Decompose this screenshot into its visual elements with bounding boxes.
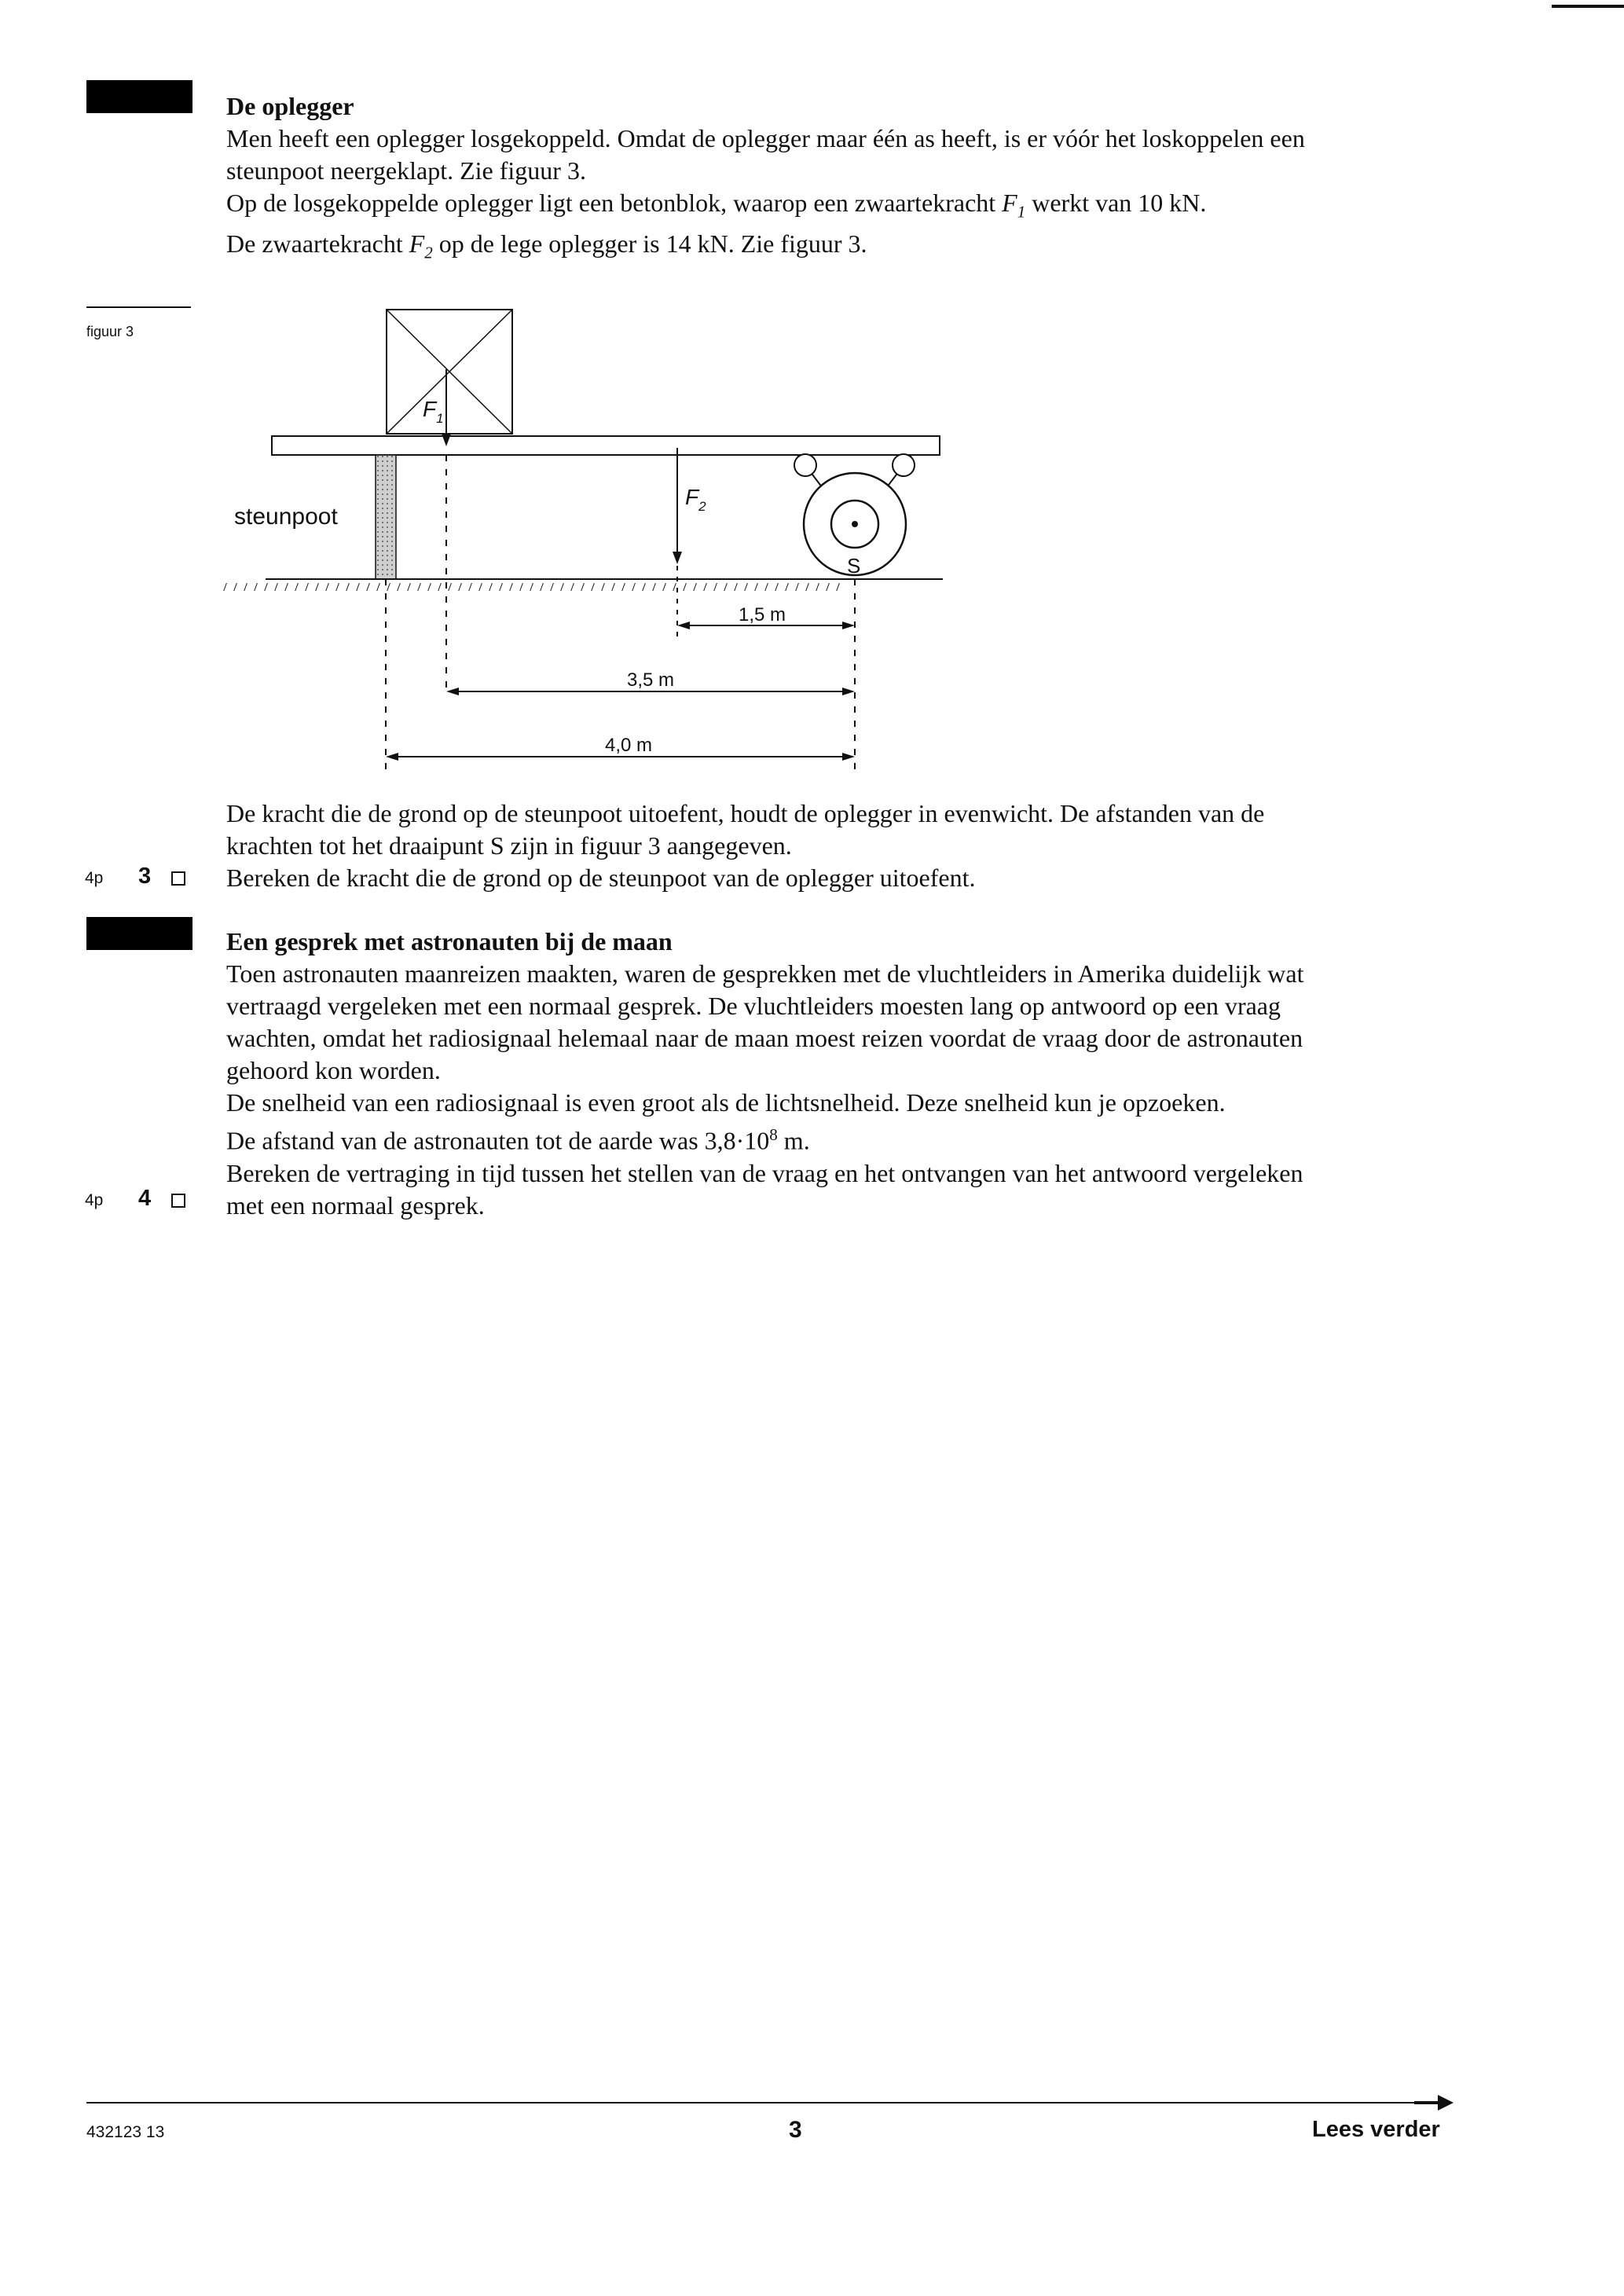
- figure-label-rule: [86, 306, 191, 308]
- support-leg-label: steunpoot: [234, 504, 338, 530]
- support-leg: [376, 455, 396, 579]
- force-f1-arrow: [423, 369, 451, 446]
- dimension-3-5m: [446, 669, 855, 695]
- svg-text:1,5 m: 1,5 m: [739, 604, 786, 625]
- section-marker-block: [86, 80, 192, 113]
- question-text: Bereken de kracht die de grond op de steunpoot van de oplegger uitoefent.: [226, 864, 976, 892]
- svg-text:F2: $F_2$: [685, 485, 706, 514]
- pivot-label: S: [847, 554, 861, 578]
- section-marker-block: [86, 917, 192, 950]
- footer-rule: [86, 2102, 1438, 2103]
- top-edge-rule: [1552, 5, 1624, 8]
- exam-code: 432123 13: [86, 2123, 165, 2141]
- concrete-block: [387, 310, 512, 434]
- question-points: 4p: [85, 1191, 104, 1209]
- question-text: Bereken de vertraging in tijd tussen het stellen van de vraag en het ontvangen van het antwoord vergeleken met een normaal gesprek.: [226, 1158, 1303, 1220]
- section-oplegger: [226, 90, 1342, 270]
- paragraph: De kracht die de grond op de steunpoot uitoefent, houdt de oplegger in evenwicht. De afstanden van de krachten tot het draaipunt S zijn in figuur 3 aangegeven.: [226, 799, 1265, 860]
- force-f2-arrow: [673, 448, 706, 564]
- answer-checkbox[interactable]: [171, 871, 185, 886]
- paragraph: De snelheid van een radiosignaal is even groot als de lichtsnelheid. Deze snelheid kun je opzoeken.: [226, 1088, 1226, 1117]
- section-astronauten: [226, 926, 1342, 1222]
- arrow-right-icon: [1414, 2093, 1454, 2112]
- dimension-1-5m: [677, 604, 855, 629]
- ground-line: [220, 579, 943, 587]
- paragraph: Op de losgekoppelde oplegger ligt een betonblok, waarop een zwaartekracht $F_1$ werkt van 10 kN.: [226, 189, 1207, 222]
- svg-text:4,0 m: 4,0 m: [605, 735, 653, 756]
- svg-text:F1: $F_1$: [423, 397, 444, 426]
- continue-label: Lees verder: [1312, 2117, 1440, 2142]
- paragraph: Toen astronauten maanreizen maakten, waren de gesprekken met de vluchtleiders in Amerika duidelijk wat vertraagd vergeleken met een normaal gesprek. De vluchtleiders moesten lang op antwoord op een vraag wachten, omdat het radiosignaal helemaal naar de maan moest reizen voordat de vraag door de astronauten gehoord kon worden.: [226, 959, 1304, 1084]
- question-number: 3: [138, 864, 152, 889]
- symbol-f1: $F_1$: [1002, 189, 1026, 222]
- section-oplegger-continued: [226, 798, 1342, 894]
- answer-checkbox[interactable]: [171, 1194, 185, 1208]
- page-number: 3: [789, 2117, 802, 2143]
- symbol-f2: $F_2$: [409, 229, 433, 262]
- trailer-deck: [272, 436, 940, 455]
- svg-text:3,5 m: 3,5 m: [627, 669, 675, 691]
- section-heading: Een gesprek met astronauten bij de maan: [226, 927, 673, 955]
- paragraph: De zwaartekracht $F_2$ op de lege oplegger is 14 kN. Zie figuur 3.: [226, 229, 867, 262]
- paragraph: De afstand van de astronauten tot de aarde was $3,8\cdot 10^8$ m.: [226, 1125, 810, 1155]
- dimension-4-0m: [386, 735, 855, 761]
- section-heading: De oplegger: [226, 92, 354, 120]
- question-number: 4: [138, 1186, 152, 1211]
- question-points: 4p: [85, 869, 104, 887]
- figure-trailer-diagram: [220, 299, 959, 786]
- paragraph: Men heeft een oplegger losgekoppeld. Omdat de oplegger maar één as heeft, is er vóór het loskoppelen een steunpoot neergeklapt. Zie figuur 3.: [226, 124, 1305, 185]
- figure-label: figuur 3: [86, 324, 134, 339]
- wheel-assembly: [794, 454, 915, 578]
